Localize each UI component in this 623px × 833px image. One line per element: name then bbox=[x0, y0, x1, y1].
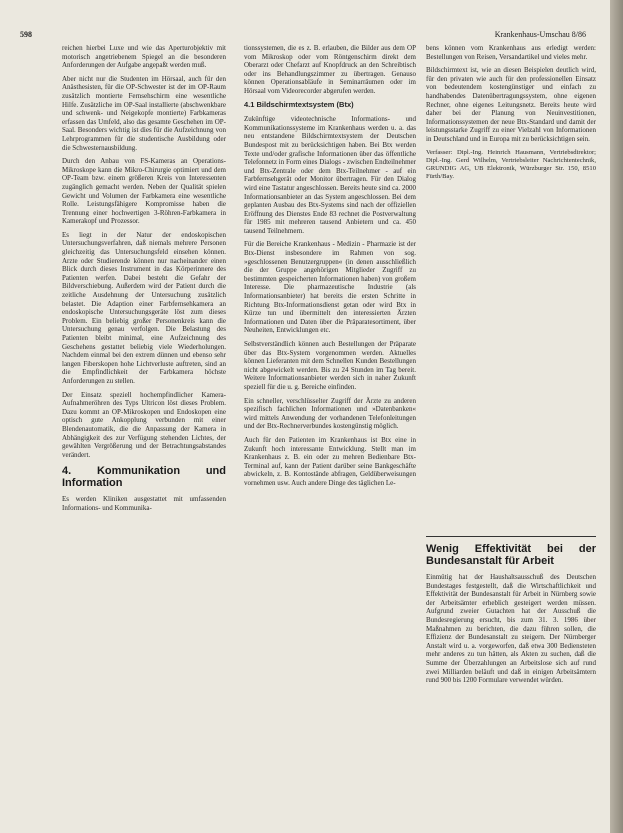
page-number: 598 bbox=[20, 30, 32, 39]
paragraph: tionssystemen, die es z. B. erlauben, die Bilder aus dem OP vom Mikroskop oder vom Röntgenschirm direkt dem Oberarzt oder Chefarzt auf Knopfdruck an den Schreibtisch oder ins Behandlungszimmer zu übertragen. Genauso können Operationsabläufe in Seminarräumen oder im Hörsaal vom Videorecorder abgerufen werden. bbox=[244, 44, 416, 95]
paragraph: Einmütig hat der Haushaltsausschuß des Deutschen Bundestages festgestellt, daß die Wirtschaftlichkeit und Effektivität der Bundesanstalt für Arbeit in Nürnberg sowie der Arbeitsämter erheblich gesteigert werden müssen. Aufgrund zweier Gutachten hat der Ausschuß die Bundesregierung ersucht, bis zum 31. 3. 1986 über Maßnahmen zu berichten, die dazu führen sollen, die Effizienz der Bundesanstalt zu steigern. Der Nürnberger Anstalt wird u. a. vorgeworfen, daß etwa 300 Bediensteten mehr anderes zu tun hätten, als Akten zu suchen, daß die Summe der Überzahlungen an Arbeitslose sich auf rund zwei Milliarden beläuft und daß in einigen Arbeitsämtern rund 900 bis 1200 Formulare verwendet würden. bbox=[426, 573, 596, 685]
paragraph: Ein schneller, verschlüsselter Zugriff der Ärzte zu anderen spezifisch fachlichen Informationen und »Datenbanken« wird mittels Anwendung der vorhandenen Telefonleitungen und der Btx-Rechnerverbundes kostengünstig möglich. bbox=[244, 396, 416, 431]
paragraph: reichen hierbei Luxe und wie das Aperturobjektiv mit motorisch angetriebenem Spiegel an die besonderen Anforderungen der Aufgabe angepaßt werden muß. bbox=[62, 44, 226, 70]
page-edge bbox=[610, 0, 623, 833]
divider bbox=[426, 536, 596, 537]
paragraph: bens können vom Krankenhaus aus erledigt werden: Bestellungen von Reisen, Versandartikel und vieles mehr. bbox=[426, 44, 596, 61]
section-heading: 4. Kommunikation und Information bbox=[62, 465, 226, 490]
author-credits: Verfasser: Dipl.-Ing. Heinrich Hausmann, Vertriebsdirektor; Dipl.-Ing. Gerd Wilhelm, Vertriebsleiter Nachrichtentechnik, GRUNDIG AG, UB Elektronik, Würzburger Str. 150, 8510 Fürth/Bay. bbox=[426, 148, 596, 180]
subsection-heading: 4.1 Bildschirmtextsystem (Btx) bbox=[244, 99, 354, 109]
column-3 bbox=[426, 44, 596, 186]
paragraph: Es liegt in der Natur der endoskopischen Untersuchungsverfahren, daß niemals mehrere Personen gleichzeitig das Untersuchungsfeld einsehen können. Arzte oder Studierende können nur nacheinander einen Blick durch dieses Instrument in das Körperinnere des Patienten werfen. Dabei besteht die Gefahr der Bildverschiebung. Außerdem wird der Patient durch die zeitliche Ausdehnung der Untersuchung zusätzlich belastet. Die Adaption einer Farbfernsehkamera an endoskopische Untersuchungsgeräte löst zum dieses Problem. Ein beliebig großer Personenkreis kann die Untersuchung genau verfolgen. Die Belastung des Patienten bleibt minimal, eine Aufzeichnung des Geschehens gestattet beliebig viele Wiederholungen. Nachdem einmal bei den extrem dünnen und ebenso sehr langen Fiberskopen hohe Lichtverluste auftreten, sind an die Empfindlichkeit der Farbkamera höchste Anforderungen zu stellen. bbox=[62, 230, 226, 385]
column-2 bbox=[244, 44, 416, 493]
paragraph: Zukünftige videotechnische Informations- und Kommunikationssysteme im Krankenhaus werden u. a. das neu entstandene Bildschirmtextsystem der Deutschen Bundespost mit zu berücksichtigen haben. Bei Btx werden Texte und/oder grafische Informationen über das öffentliche Telefonnetz in Form eines Dialogs - zwischen Endteilnehmer und Btx-Zentrale oder dem Btx-Teilnehmer - auf ein Farbfernsehgerät oder Monitor übertragen. Für den Dialog wird eine Tastatur angeschlossen. Bereits heute sind ca. 2000 Informationsanbieter an das System angeschlossen. Bei dem geplanten Ausbau des Btx-Systems sind nach der offiziellen Eröffnung des Dienstes Ende 83 rechnet die Postverwaltung für 1985 mit mehreren tausend Anbietern und ca. 450 tausend Teilnehmern. bbox=[244, 115, 416, 235]
paragraph: Aber nicht nur die Studenten im Hörsaal, auch für den Anästhesisten, für die OP-Schwester ist der im OP-Raum zusätzlich montierte Fernsehschirm eine wesentliche Hilfe. Zusätzliche im OP-Saal installierte (abschwenkbare und schwenk- und Neigekopfe montierte) Farbkameras erfassen das Umfeld, also das gesamte Geschehen im OP-Saal. Besonders wichtig ist dies für die Aufzeichnung von Lehrprogrammen für die studentische Ausbildung oder die Schwesternausbildung. bbox=[62, 74, 226, 152]
paragraph: Der Einsatz speziell hochempfindlicher Kamera-Aufnahmeröhren des Typs Ultricon löst dieses Problem. Dazu kommt an OP-Mikroskopen und Endoskopen eine optisch gute Ankopplung verbunden mit einer Blendenautomatik, die die Anpassung der Kamera in Abhängigkeit des zur Verfügung stehenden Lichtes, der gewählten Vergrößerung und der Betrachtungsabstandes verändert. bbox=[62, 390, 226, 459]
paragraph: Bildschirmtext ist, wie an diesen Beispielen deutlich wird, für den privaten wie auch für den professionellen Einsatz von bedeutendem kostengünstiger und einfach zu handhabendes Datenübertragungssystem, ohne eigenen Rechner, ohne eigenes Leitungsnetz. Bereits heute wird daher bei der Planung von Neuinvestitionen, Informationssystemen der neue Btx-Standard und damit der leistungsstarke Zugriff zu einer Vielzahl von Informationen in Deutschland und in Europa mit zu berücksichtigen sein. bbox=[426, 66, 596, 143]
news-item bbox=[426, 530, 596, 685]
paragraph: Für die Bereiche Krankenhaus - Medizin - Pharmazie ist der Btx-Dienst insbesondere im Rahmen von sog. »geschlossenen Benutzergruppen« (in denen ausschließlich die der Gruppe angehörigen Mitglieder Zugriff zu bestimmten gespeicherten Informationen haben) von großem Interesse. Die pharmazeutische Industrie (als Informationsanbieter) hat bereits die ersten Schritte in Richtung Btx-Informationsdienst getan oder wird Btx in Kürze tun und übermittelt den interessierten Ärzten Informationen und Daten über die Präparatesortiment, über Neuheiten, Entwicklungen etc. bbox=[244, 240, 416, 335]
paragraph: Durch den Anbau von FS-Kameras an Operations-Mikroskope kann die Mikro-Chirurgie optimiert und dem OP-Team bzw. einem größeren Kreis von Interessenten zugänglich gemacht werden. Neben der Qualität spielen Gewicht und Volumen der Farbkamera eine wesentliche Rolle. Leistungsfähigere Kompromisse haben die Trennung einer hochwertigen 3-Röhren-Farbkamera in Kamerakopf und Prozessor. bbox=[62, 157, 226, 226]
news-heading: Wenig Effektivität bei der Bundesanstalt für Arbeit bbox=[426, 543, 596, 567]
paragraph: Selbstverständlich können auch Bestellungen der Präparate über das Btx-System vorgenommen werden. Aktuelles können Lieferanten mit dem Schnellen Kunden Bestellungen nicht abgewickelt werden. Bis zu 24 Stunden im Tag bereit. Weitere Informationsanbieter werden sich in naher Zukunft speziell für die u. g. Bereiche einfinden. bbox=[244, 340, 416, 391]
column-1 bbox=[62, 44, 226, 518]
paragraph: Auch für den Patienten im Krankenhaus ist Btx eine in Zukunft hoch interessante Entwicklung. Stellt man im Krankenhaus z. B. ein oder zu mehren Bedienbare Btx-Terminal auf, kann der Patient darüber seine Bankgeschäfte abwickeln, z. B. Kontostände abfragen, Geldüberweisungen vornehmen usw. Auch andere Dinge des täglichen Le- bbox=[244, 435, 416, 487]
running-title: Krankenhaus-Umschau 8/86 bbox=[494, 30, 586, 39]
paragraph: Es werden Kliniken ausgestattet mit umfassenden Informations- und Kommunika- bbox=[62, 495, 226, 512]
